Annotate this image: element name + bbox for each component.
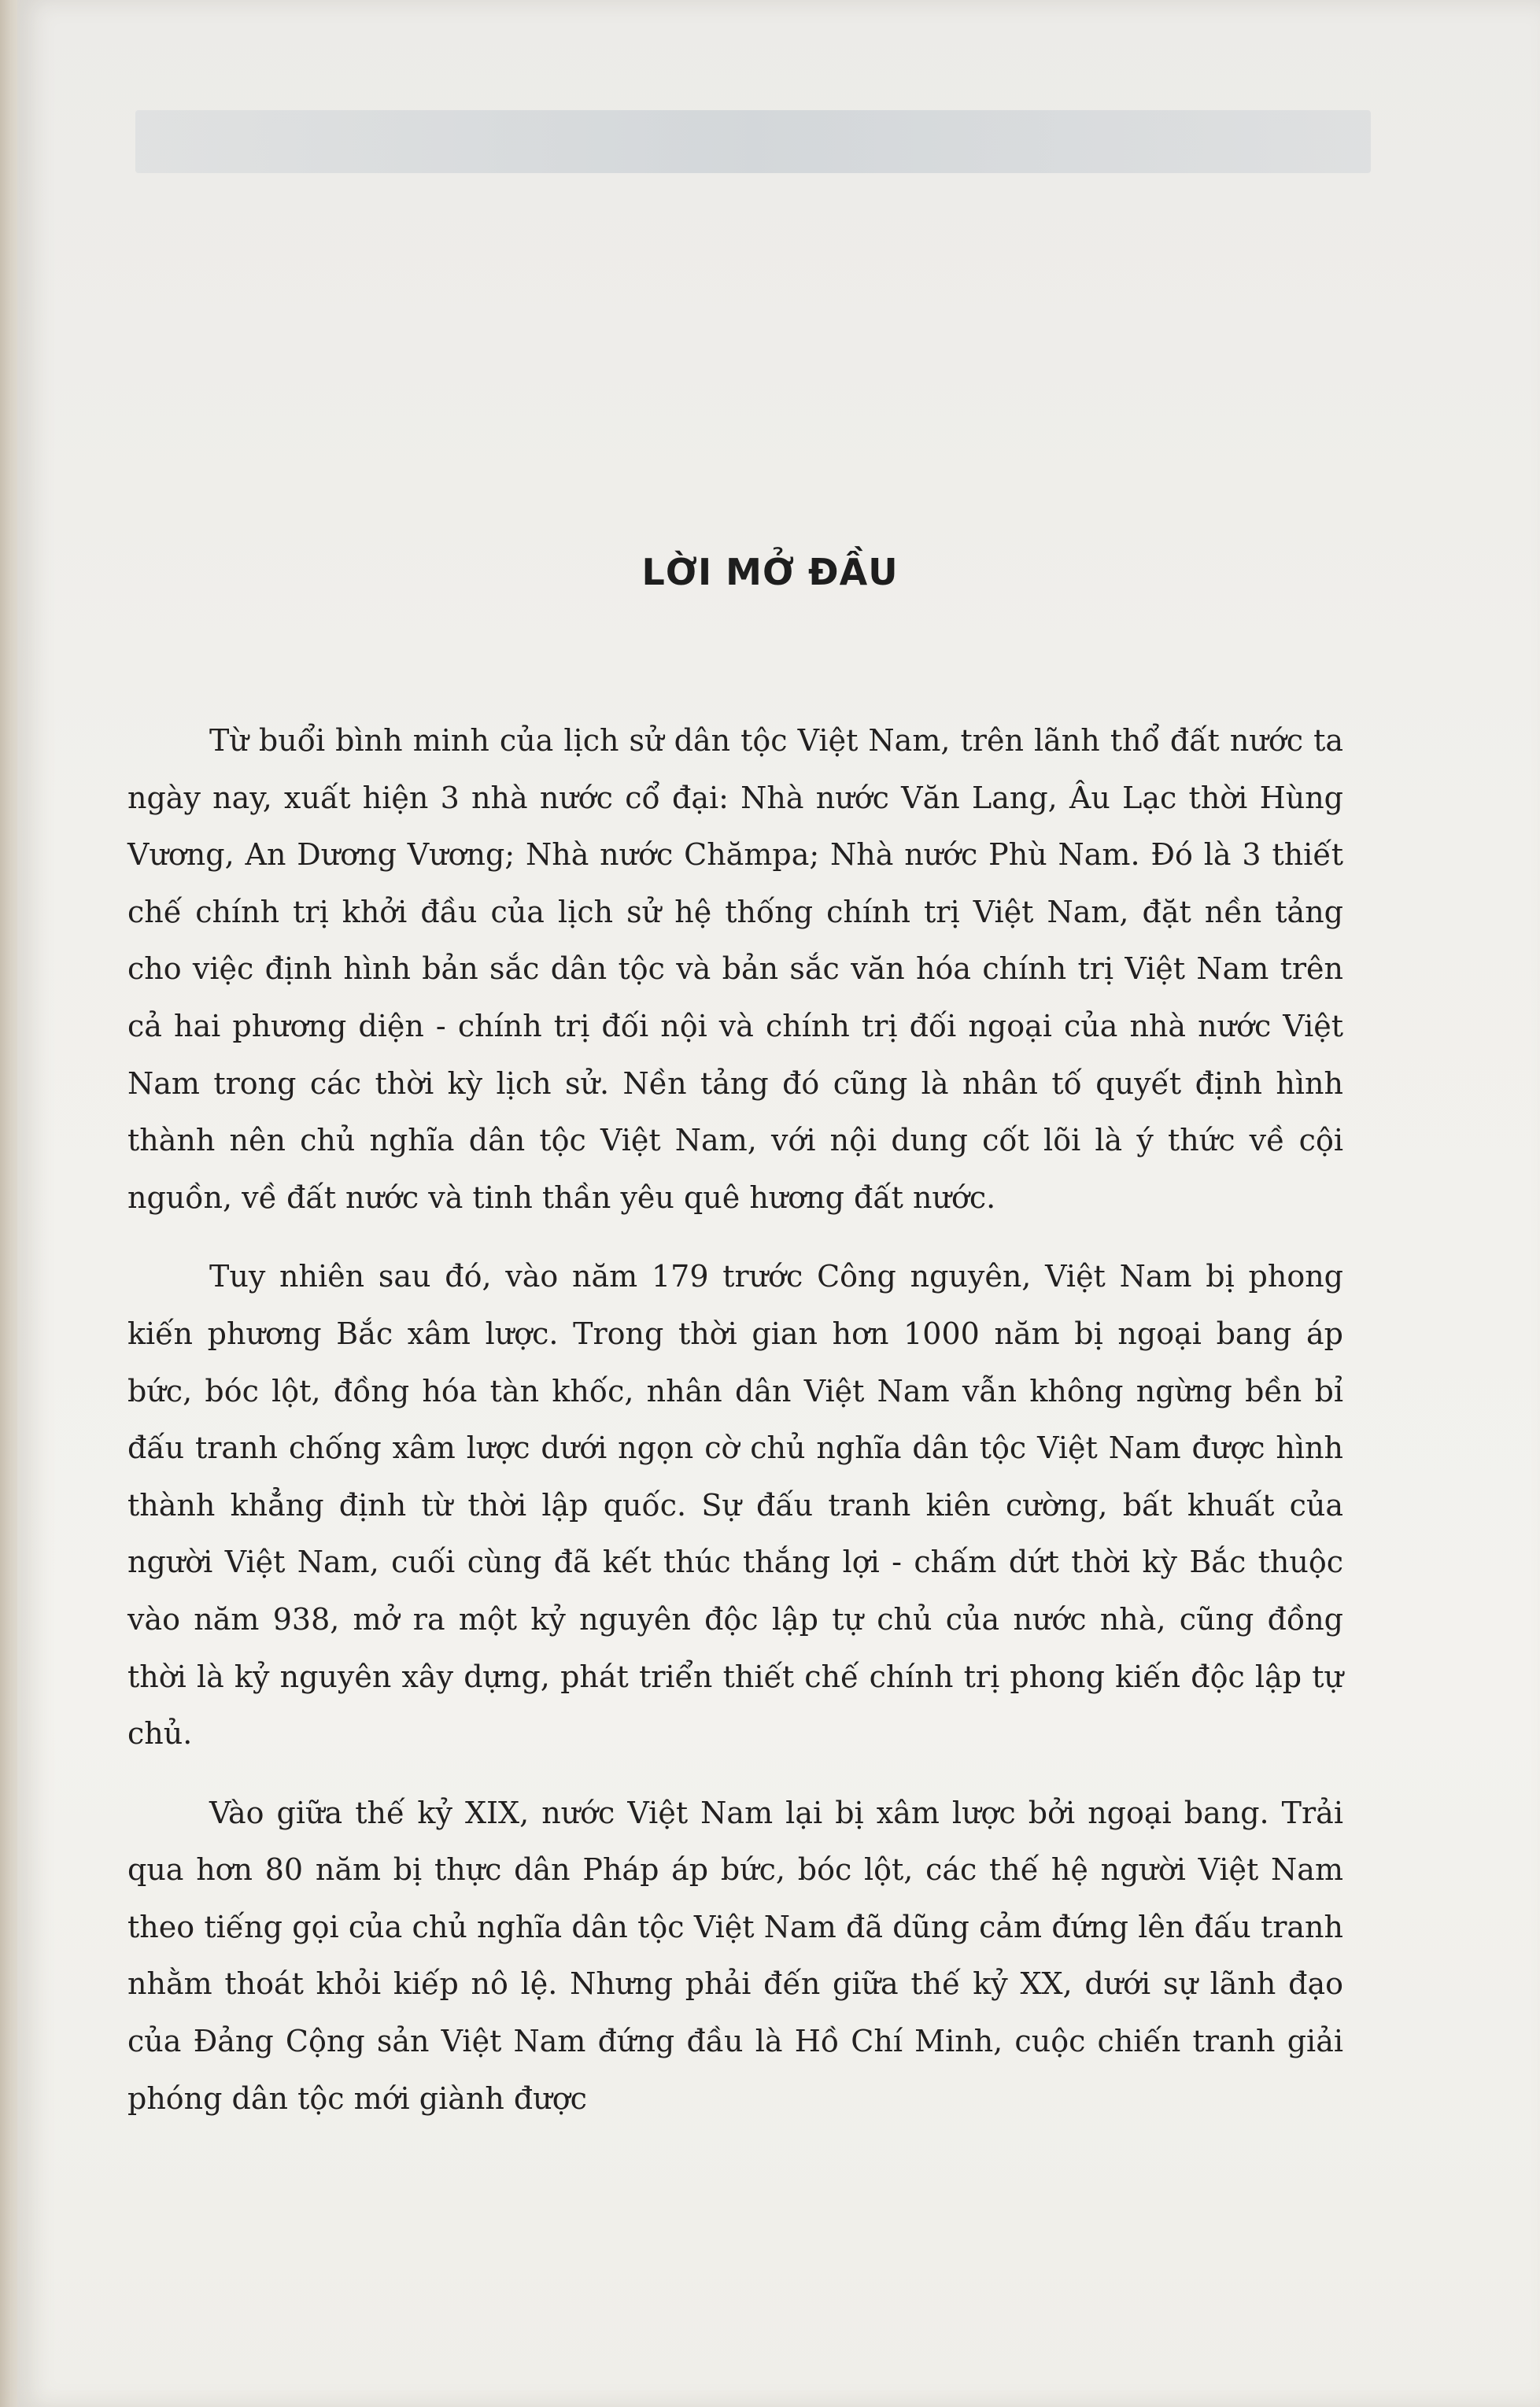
body-text [127, 712, 1343, 2127]
show-through-band [135, 110, 1371, 173]
paragraph-3: Vào giữa thế kỷ XIX, nước Việt Nam lại bị xâm lược bởi ngoại bang. Trải qua hơn 80 năm bị thực dân Pháp áp bức, bóc lột, các thế hệ người Việt Nam theo tiếng gọi của chủ nghĩa dân tộc Việt Nam đã dũng cảm đứng lên đấu tranh nhằm thoát khỏi kiếp nô lệ. Nhưng phải đến giữa thế kỷ XX, dưới sự lãnh đạo của Đảng Cộng sản Việt Nam đứng đầu là Hồ Chí Minh, cuộc chiến tranh giải phóng dân tộc mới giành được [127, 1795, 1343, 2116]
paragraph-2: Tuy nhiên sau đó, vào năm 179 trước Công nguyên, Việt Nam bị phong kiến phương Bắc xâm lược. Trong thời gian hơn 1000 năm bị ngoại bang áp bức, bóc lột, đồng hóa tàn khốc, nhân dân Việt Nam vẫn không ngừng bền bỉ đấu tranh chống xâm lược dưới ngọn cờ chủ nghĩa dân tộc Việt Nam được hình thành khẳng định từ thời lập quốc. Sự đấu tranh kiên cường, bất khuất của người Việt Nam, cuối cùng đã kết thúc thắng lợi - chấm dứt thời kỳ Bắc thuộc vào năm 938, mở ra một kỷ nguyên độc lập tự chủ của nước nhà, cũng đồng thời là kỷ nguyên xây dựng, phát triển thiết chế chính trị phong kiến độc lập tự chủ. [127, 1259, 1343, 1752]
paragraph-1: Từ buổi bình minh của lịch sử dân tộc Việt Nam, trên lãnh thổ đất nước ta ngày nay, xuất hiện 3 nhà nước cổ đại: Nhà nước Văn Lang, Âu Lạc thời Hùng Vương, An Dương Vương; Nhà nước Chămpa; Nhà nước Phù Nam. Đó là 3 thiết chế chính trị khởi đầu của lịch sử hệ thống chính trị Việt Nam, đặt nền tảng cho việc định hình bản sắc dân tộc và bản sắc văn hóa chính trị Việt Nam trên cả hai phương diện - chính trị đối nội và chính trị đối ngoại của nhà nước Việt Nam trong các thời kỳ lịch sử. Nền tảng đó cũng là nhân tố quyết định hình thành nên chủ nghĩa dân tộc Việt Nam, với nội dung cốt lõi là ý thức về cội nguồn, về đất nước và tinh thần yêu quê hương đất nước. [127, 723, 1343, 1215]
chapter-title: LỜI MỞ ĐẦU [641, 551, 899, 593]
